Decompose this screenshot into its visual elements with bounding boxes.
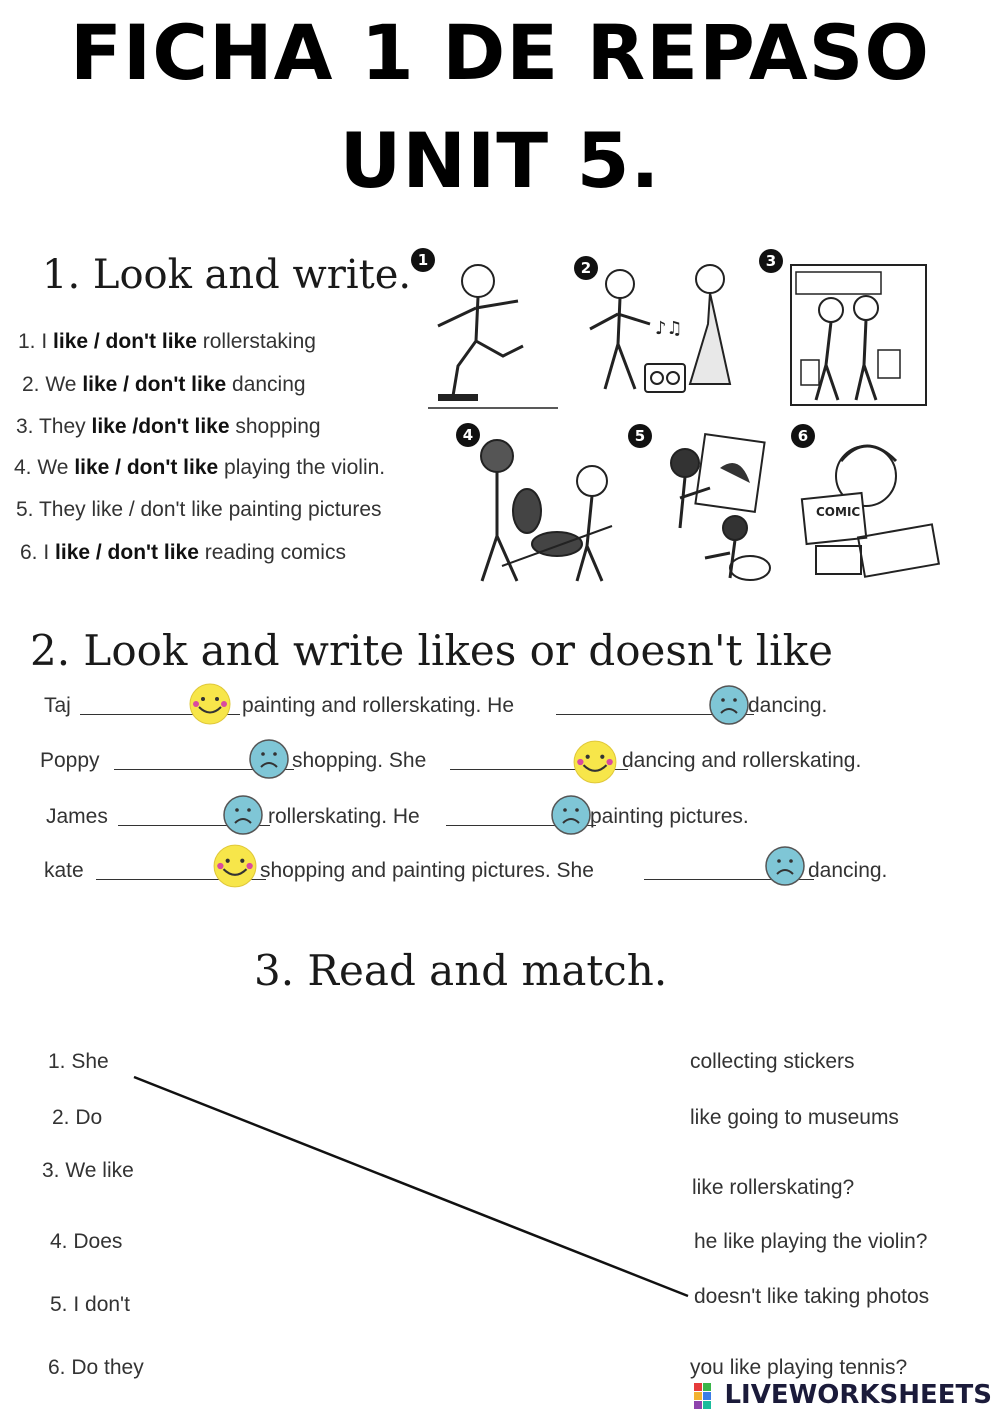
worksheet-title: FICHA 1 DE REPASO bbox=[70, 8, 930, 97]
picture-number-6: 6 bbox=[791, 424, 815, 448]
s2-row-taj-mid: painting and rollerskating. He bbox=[242, 694, 514, 717]
match-left-4[interactable]: 4. Does bbox=[50, 1230, 123, 1253]
choice-3[interactable]: like /don't like bbox=[91, 415, 230, 438]
sad-face-icon bbox=[222, 794, 264, 836]
picture-number-3: 3 bbox=[759, 249, 783, 273]
svg-text:♪♫: ♪♫ bbox=[655, 318, 683, 339]
match-left-3[interactable]: 3. We like bbox=[42, 1159, 134, 1182]
section2-heading: 2. Look and write likes or doesn't like bbox=[30, 626, 833, 675]
match-right-2[interactable]: like going to museums bbox=[690, 1106, 899, 1129]
match-left-5[interactable]: 5. I don't bbox=[50, 1293, 130, 1316]
s2-row-poppy-mid: shopping. She bbox=[292, 749, 427, 772]
match-right-6[interactable]: you like playing tennis? bbox=[690, 1356, 908, 1379]
s2-row-poppy-end: dancing and rollerskating. bbox=[622, 749, 862, 772]
choice-2[interactable]: like / don't like bbox=[82, 373, 227, 396]
worksheet-subtitle: UNIT 5. bbox=[339, 116, 661, 205]
picture-number-4: 4 bbox=[456, 423, 480, 447]
picture-violin bbox=[462, 426, 637, 586]
s2-row-james-end: painting pictures. bbox=[590, 805, 749, 828]
s1-item-2: 2. We like / don't like dancing bbox=[22, 373, 306, 396]
choice-5[interactable]: They like / don't like painting pictures bbox=[33, 498, 382, 521]
s2-row-kate-name: kate bbox=[44, 859, 84, 882]
s1-item-5: 5. They like / don't like painting pictures bbox=[16, 498, 382, 521]
choice-4[interactable]: like / don't like bbox=[74, 456, 219, 479]
s2-row-kate-mid: shopping and painting pictures. She bbox=[260, 859, 594, 882]
happy-face-icon bbox=[188, 682, 232, 726]
match-left-2[interactable]: 2. Do bbox=[52, 1106, 103, 1129]
comic-label: COMIC bbox=[816, 505, 861, 519]
s2-row-james-mid: rollerskating. He bbox=[268, 805, 420, 828]
match-right-3[interactable]: like rollerskating? bbox=[692, 1176, 855, 1199]
sad-face-icon bbox=[708, 684, 750, 726]
section3-heading: 3. Read and match. bbox=[254, 946, 668, 995]
match-right-1[interactable]: collecting stickers bbox=[690, 1050, 855, 1073]
choice-1[interactable]: like / don't like bbox=[53, 330, 197, 353]
match-right-5[interactable]: doesn't like taking photos bbox=[694, 1285, 930, 1308]
picture-number-5: 5 bbox=[628, 424, 652, 448]
match-left-1[interactable]: 1. She bbox=[48, 1050, 109, 1073]
picture-dancing bbox=[580, 254, 755, 404]
liveworksheets-logo-icon bbox=[694, 1383, 720, 1409]
liveworksheets-logo: LIVEWORKSHEETS bbox=[694, 1380, 992, 1410]
match-left-6[interactable]: 6. Do they bbox=[48, 1356, 144, 1379]
picture-number-2: 2 bbox=[574, 256, 598, 280]
happy-face-icon bbox=[212, 843, 258, 889]
s1-item-3: 3. They like /don't like shopping bbox=[16, 415, 321, 438]
s2-row-taj-name: Taj bbox=[44, 694, 71, 717]
sad-face-icon bbox=[550, 794, 592, 836]
picture-shopping bbox=[766, 250, 931, 408]
picture-rollerskating bbox=[418, 246, 568, 411]
s2-row-james-name: James bbox=[46, 805, 108, 828]
choice-6[interactable]: like / don't like bbox=[55, 541, 199, 564]
s1-item-4: 4. We like / don't like playing the violin. bbox=[14, 456, 386, 479]
s1-item-1: 1. I like / don't like rollerstaking bbox=[18, 330, 316, 353]
picture-reading-comics bbox=[796, 426, 946, 578]
picture-painting bbox=[650, 428, 780, 586]
s1-item-6: 6. I like / don't like reading comics bbox=[20, 541, 346, 564]
match-right-4[interactable]: he like playing the violin? bbox=[694, 1230, 928, 1253]
section1-heading: 1. Look and write. bbox=[42, 252, 412, 298]
sad-face-icon bbox=[248, 738, 290, 780]
sad-face-icon bbox=[764, 845, 806, 887]
s2-row-kate-end: dancing. bbox=[808, 859, 888, 882]
picture-number-1: 1 bbox=[411, 248, 435, 272]
s2-row-taj-end: dancing. bbox=[748, 694, 828, 717]
s2-row-poppy-name: Poppy bbox=[40, 749, 100, 772]
happy-face-icon bbox=[572, 739, 618, 785]
